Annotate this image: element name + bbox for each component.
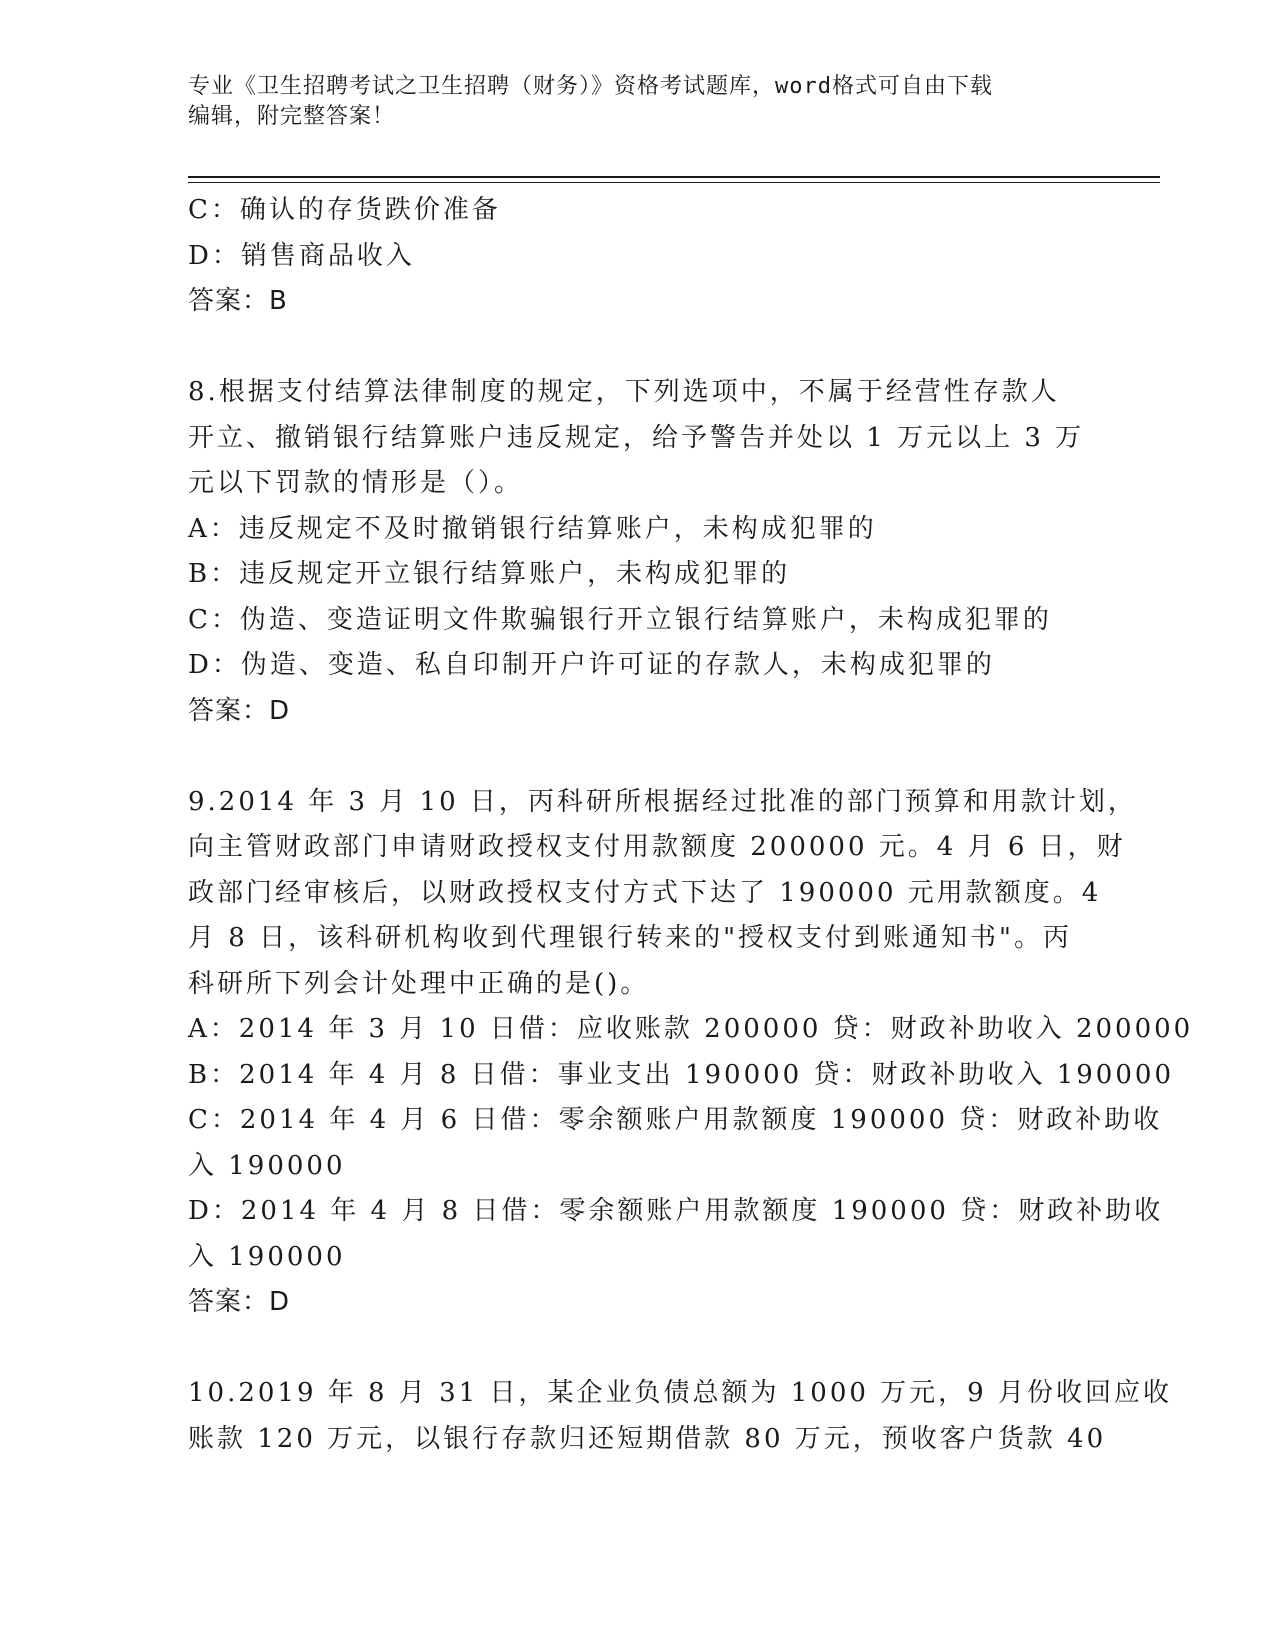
- question-8-text: 开立、撤销银行结算账户违反规定，给予警告并处以 1 万元以上 3 万: [188, 422, 1085, 453]
- spacer: [188, 734, 1088, 780]
- spacer: [188, 325, 1088, 371]
- question-9-option-c-cont: 入 190000: [188, 1150, 346, 1181]
- question-8-answer: 答案：D: [188, 695, 291, 726]
- option-c: C：确认的存货跌价准备: [188, 195, 501, 225]
- question-9-option-d-cont: 入 190000: [188, 1241, 346, 1272]
- question-8-option-a: A：违反规定不及时撤销银行结算账户，未构成犯罪的: [188, 513, 877, 544]
- question-8-option-b: B：违反规定开立银行结算账户，未构成犯罪的: [188, 559, 791, 589]
- question-9-option-c: C：2014 年 4 月 6 日借：零余额账户用款额度 190000 贷：财政补助收: [188, 1105, 1163, 1135]
- page-header: [188, 72, 1068, 132]
- question-9-text: 科研所下列会计处理中正确的是()。: [188, 968, 650, 999]
- question-9-text: 9.2014 年 3 月 10 日，丙科研所根据经过批准的部门预算和用款计划，: [188, 786, 1137, 817]
- header-divider: [188, 176, 1160, 178]
- question-10-text: 账款 120 万元，以银行存款归还短期借款 80 万元，预收客户货款 40: [188, 1423, 1107, 1454]
- question-9-text: 向主管财政部门申请财政授权支付用款额度 200000 元。4 月 6 日，财: [188, 832, 1126, 862]
- question-8-option-d: D：伪造、变造、私自印制开户许可证的存款人，未构成犯罪的: [188, 650, 995, 680]
- question-9-text: 月 8 日，该科研机构收到代理银行转来的"授权支付到账通知书"。丙: [188, 923, 1072, 953]
- spacer: [188, 1326, 1088, 1372]
- question-8-text: 8.根据支付结算法律制度的规定，下列选项中，不属于经营性存款人: [188, 377, 1060, 407]
- question-content: [188, 188, 1194, 1462]
- question-9-option-b: B：2014 年 4 月 8 日借：事业支出 190000 贷：财政补助收入 190000: [188, 1059, 1174, 1090]
- header-line-1: 专业《卫生招聘考试之卫生招聘（财务）》资格考试题库，word格式可自由下载: [188, 74, 993, 99]
- question-8-option-c: C：伪造、变造证明文件欺骗银行开立银行结算账户，未构成犯罪的: [188, 604, 1052, 635]
- header-divider-thin: [188, 182, 1160, 183]
- answer: 答案：B: [188, 286, 288, 316]
- option-d: D：销售商品收入: [188, 240, 415, 271]
- question-10-text: 10.2019 年 8 月 31 日，某企业负债总额为 1000 万元，9 月份收回应收: [188, 1378, 1172, 1408]
- header-line-2: 编辑，附完整答案！: [188, 104, 396, 129]
- question-9-option-d: D：2014 年 4 月 8 日借：零余额账户用款额度 190000 贷：财政补助收: [188, 1196, 1164, 1226]
- question-9-option-a: A：2014 年 3 月 10 日借：应收账款 200000 贷：财政补助收入 200000: [188, 1014, 1194, 1044]
- question-9-answer: 答案：D: [188, 1287, 291, 1317]
- question-9-text: 政部门经审核后，以财政授权支付方式下达了 190000 元用款额度。4: [188, 877, 1102, 908]
- question-8-text: 元以下罚款的情形是（）。: [188, 468, 524, 498]
